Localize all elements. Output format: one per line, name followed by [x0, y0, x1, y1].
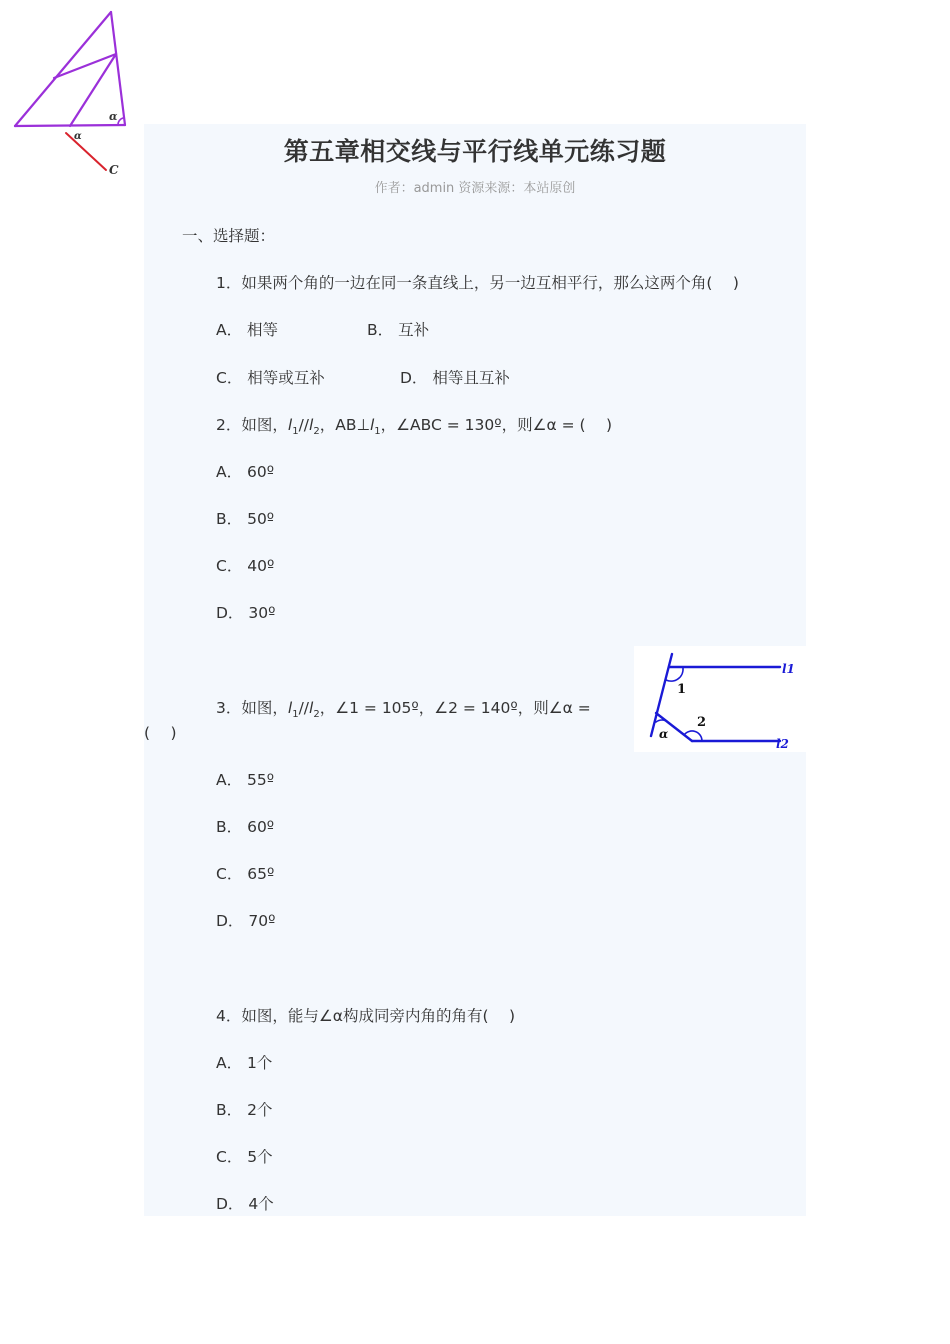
q3-option-b: B． 60º: [216, 818, 275, 836]
angle-1-label: 1: [677, 682, 687, 697]
q1-option-c: C． 相等或互补: [216, 369, 325, 387]
alpha-label: α: [659, 727, 669, 741]
q3-option-a: A． 55º: [216, 771, 275, 789]
triangle-alpha-label: α: [109, 110, 118, 123]
triangle-figure: [8, 6, 138, 186]
q2-option-d: D． 30º: [216, 604, 276, 622]
page-title: 第五章相交线与平行线单元练习题: [283, 137, 667, 166]
q1-option-a: A． 相等: [216, 321, 279, 339]
q4-option-b: B． 2个: [216, 1101, 273, 1119]
q2-option-b: B． 50º: [216, 510, 275, 528]
angle-2-label: 2: [697, 715, 707, 730]
question-number: 1．: [216, 274, 242, 292]
q3-option-d: D． 70º: [216, 912, 276, 930]
q3-option-c: C． 65º: [216, 865, 275, 883]
section-heading: 一、选择题：: [182, 227, 276, 245]
triangle-c-label: C: [109, 163, 119, 177]
l1-label: l1: [782, 662, 795, 676]
question-3-stem: 3．如图，$l_1//l_2$，∠1 = 105º，∠2 = 140º，则∠α =: [216, 699, 591, 721]
q4-option-d: D． 4个: [216, 1195, 274, 1213]
l2-label: l2: [776, 737, 789, 751]
parallel-lines-figure: [634, 646, 806, 752]
question-1-stem: [216, 271, 739, 293]
question-4-stem: 4．如图，能与∠α构成同旁内角的角有( ): [216, 1007, 516, 1025]
q2-option-c: C． 40º: [216, 557, 275, 575]
question-3-stem-cont: ( ): [144, 724, 177, 742]
q2-option-a: A． 60º: [216, 463, 275, 481]
q1-option-b: B． 互补: [367, 321, 430, 339]
q4-option-a: A． 1个: [216, 1054, 273, 1072]
triangle-alpha-label-lower: α: [74, 131, 82, 142]
question-text: 如果两个角的一边在同一条直线上，另一边互相平行，那么这两个角( ): [241, 274, 739, 292]
article-meta: 作者：admin 资源来源：本站原创: [374, 181, 576, 196]
q1-option-d: D． 相等且互补: [400, 369, 510, 387]
q4-option-c: C． 5个: [216, 1148, 273, 1166]
question-2-stem: 2．如图，$l_1//l_2$，$AB\perp l_1$，∠ABC = 130º，则∠α = ( ): [216, 416, 613, 438]
